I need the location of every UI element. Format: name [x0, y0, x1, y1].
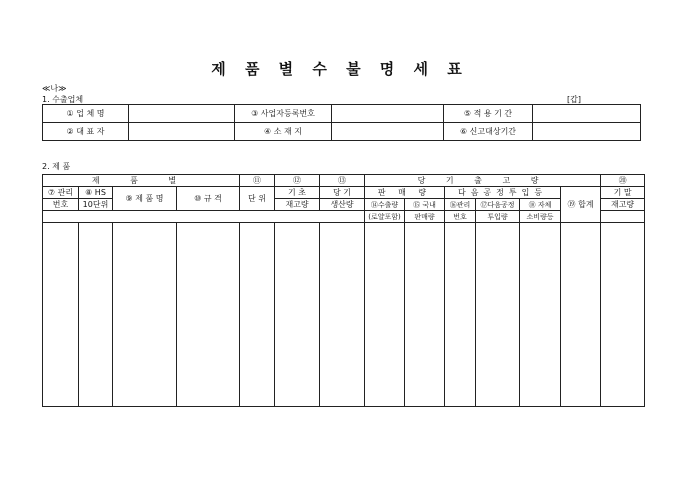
header-row-1: [43, 175, 645, 187]
exporter-row-1: [43, 105, 641, 123]
business-reg-no-value[interactable]: [332, 105, 444, 123]
production-number: ⑬: [320, 175, 365, 187]
report-period-value[interactable]: [533, 123, 641, 141]
domestic-sales-header-line2: 판매량: [405, 211, 445, 223]
total-cell[interactable]: [561, 223, 601, 407]
production-header-line1: 당 기: [320, 187, 365, 199]
hs-code-header-line1: ⑧ HS: [79, 187, 113, 199]
mgmt-no-header-line2: 번호: [43, 199, 79, 211]
address-value[interactable]: [332, 123, 444, 141]
self-consumption-header-line2: 소비량등: [520, 211, 561, 223]
business-reg-no-label: ③ 사업자등록번호: [235, 105, 332, 123]
unit-number: ⑪: [240, 175, 275, 187]
report-period-label: ⑥ 신고대상기간: [444, 123, 533, 141]
hs-code-header-line2: 10단위: [79, 199, 113, 211]
begin-stock-cell[interactable]: [275, 223, 320, 407]
representative-label: ② 대 표 자: [43, 123, 129, 141]
section2-heading: 2. 제 품: [42, 162, 71, 171]
end-stock-header-line2: 재고량: [601, 199, 645, 211]
domestic-sales-header-line1: ⑮ 국내: [405, 199, 445, 211]
next-mgmt-no-cell[interactable]: [445, 223, 476, 407]
production-cell[interactable]: [320, 223, 365, 407]
representative-value[interactable]: [129, 123, 235, 141]
end-stock-cell[interactable]: [601, 223, 645, 407]
apply-period-value[interactable]: [533, 105, 641, 123]
mgmt-no-header-line1: ⑦ 관리: [43, 187, 79, 199]
document-title: 제 품 별 수 불 명 세 표: [211, 60, 469, 78]
spec-cell[interactable]: [177, 223, 240, 407]
next-process-header: 다음공정투입등: [445, 187, 561, 199]
end-stock-header-line1: 기 말: [601, 187, 645, 199]
form-type-label: [갑]: [567, 95, 581, 104]
begin-stock-header-line1: 기 초: [275, 187, 320, 199]
sales-header: 판 매 량: [365, 187, 445, 199]
unit-header: 단 위: [240, 187, 275, 211]
export-qty-cell[interactable]: [365, 223, 405, 407]
self-consumption-header-line1: ⑱ 자체: [520, 199, 561, 211]
product-name-cell[interactable]: [113, 223, 177, 407]
begin-stock-header-line2: 재고량: [275, 199, 320, 211]
domestic-sales-cell[interactable]: [405, 223, 445, 407]
end-stock-header-spacer: [601, 211, 645, 223]
self-consumption-cell[interactable]: [520, 223, 561, 407]
table-row: [43, 223, 645, 407]
next-mgmt-no-header-line2: 번호: [445, 211, 476, 223]
begin-stock-number: ⑫: [275, 175, 320, 187]
mgmt-no-cell[interactable]: [43, 223, 79, 407]
total-header: ⑲ 합계: [561, 187, 601, 223]
next-input-header-line1: ⑰다음공정: [476, 199, 520, 211]
unit-cell[interactable]: [240, 223, 275, 407]
end-stock-number: ⑳: [601, 175, 645, 187]
hs-code-cell[interactable]: [79, 223, 113, 407]
production-header-line2: 생산량: [320, 199, 365, 211]
product-name-header: ⑨ 제 품 명: [113, 187, 177, 211]
company-name-label: ① 업 체 명: [43, 105, 129, 123]
company-name-value[interactable]: [129, 105, 235, 123]
export-qty-header-line1: ⑭수출량: [365, 199, 405, 211]
spec-header: ⑩ 규 격: [177, 187, 240, 211]
header-row-2: [43, 187, 645, 199]
header-spacer: [43, 211, 365, 223]
by-product-header: 제 품 별: [43, 175, 240, 187]
outflow-header: 당 기 출 고 량: [365, 175, 601, 187]
next-mgmt-no-header-line1: ⑯관리: [445, 199, 476, 211]
form-variant-label: ≪나≫: [42, 84, 67, 93]
address-label: ④ 소 재 지: [235, 123, 332, 141]
next-input-header-line2: 투입량: [476, 211, 520, 223]
export-qty-header-line2: (로얄포함): [365, 211, 405, 223]
exporter-row-2: [43, 123, 641, 141]
product-ledger-table: [42, 174, 645, 407]
apply-period-label: ⑤ 적 용 기 간: [444, 105, 533, 123]
exporter-info-table: [42, 104, 641, 141]
next-input-cell[interactable]: [476, 223, 520, 407]
header-row-4: [43, 211, 645, 223]
section1-heading: 1. 수출업체: [42, 95, 84, 104]
